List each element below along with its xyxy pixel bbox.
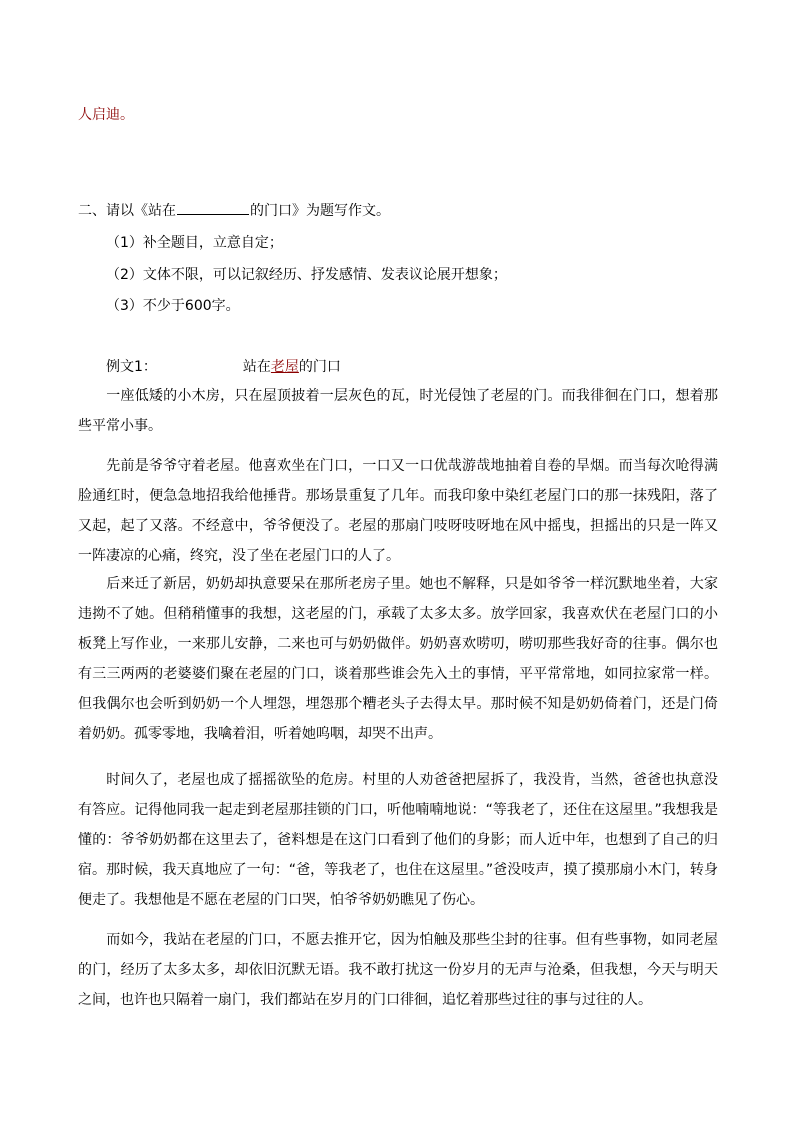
essay-paragraph-5: 而如今，我站在老屋的门口，不愿去推开它，因为怕触及那些尘封的往事。但有些事物，如同老屋的门，经历了太多太多，却依旧沉默无语。我不敢打扰这一份岁月的无声与沧桑，但我想，今天与明天之间，也许也只隔着一扇门，我们都站在岁月的门口徘徊，追忆着那些过往的事与过往的人。	[78, 932, 718, 1008]
essay-paragraph-1: 一座低矮的小木房，只在屋顶披着一层灰色的瓦，时光侵蚀了老屋的门。而我徘徊在门口，想着那些平常小事。	[78, 388, 718, 434]
intro-fragment: 人启迪。	[78, 107, 134, 123]
example-title-highlight: 老屋	[270, 359, 299, 375]
prompt-after-blank: 的门口》为题写作文。	[250, 203, 390, 219]
prompt-before-blank: 二、请以《站在	[78, 203, 176, 219]
example-label: 例文1：	[106, 359, 157, 375]
requirement-1: （1）补全题目，立意自定；	[106, 235, 283, 251]
essay-paragraph-4: 时间久了，老屋也成了摇摇欲坠的危房。村里的人劝爸爸把屋拆了，我没肯，当然，爸爸也执意没有答应。记得他同我一起走到老屋那挂锁的门口，听他喃喃地说：“等我老了，还住在这屋里。”我想我是懂的：爷爷奶奶都在这里去了，爸料想是在这门口看到了他们的身影；而人近中年，也想到了自己的归宿。那时候，我天真地应了一句：“爸，等我老了，也住在这屋里。”爸没吱声，摸了摸那扇小木门，转身便走了。我想他是不愿在老屋的门口哭，怕爷爷奶奶瞧见了伤心。	[78, 772, 718, 908]
example-title-suffix: 的门口	[298, 359, 341, 375]
essay-paragraph-2: 先前是爷爷守着老屋。他喜欢坐在门口，一口又一口优哉游哉地抽着自卷的旱烟。而当每次呛得满脸通红时，便急急地招我给他捶背。那场景重复了几年。而我印象中染红老屋门口的那一抹残阳，落了又起，起了又落。不经意中，爷爷便没了。老屋的那扇门吱呀吱呀地在风中摇曳，担摇出的只是一阵又一阵凄凉的心痛，终究，没了坐在老屋门口的人了。	[78, 458, 718, 564]
requirement-2: （2）文体不限，可以记叙经历、抒发感情、发表议论展开想象；	[106, 267, 507, 283]
example-title-prefix: 站在	[242, 359, 271, 375]
title-blank	[177, 202, 249, 215]
essay-prompt	[78, 200, 390, 220]
essay-paragraph-3: 后来迁了新居，奶奶却执意要呆在那所老房子里。她也不解释，只是如爷爷一样沉默地坐着，大家违拗不了她。但稍稍懂事的我想，这老屋的门，承载了太多太多。放学回家，我喜欢伏在老屋门口的小板凳上写作业，一来那儿安静，二来也可与奶奶做伴。奶奶喜欢唠叨，唠叨那些我好奇的往事。偶尔也有三三两两的老婆婆们聚在老屋的门口，谈着那些谁会先入土的事情，平平常常地，如同拉家常一样。但我偶尔也会听到奶奶一个人埋怨，埋怨那个糟老头子去得太早。那时候不知是奶奶倚着门，还是门倚着奶奶。孤零零地，我噙着泪，听着她呜咽，却哭不出声。	[78, 576, 718, 742]
example-heading	[106, 356, 341, 376]
requirement-3: （3）不少于600字。	[106, 298, 240, 314]
